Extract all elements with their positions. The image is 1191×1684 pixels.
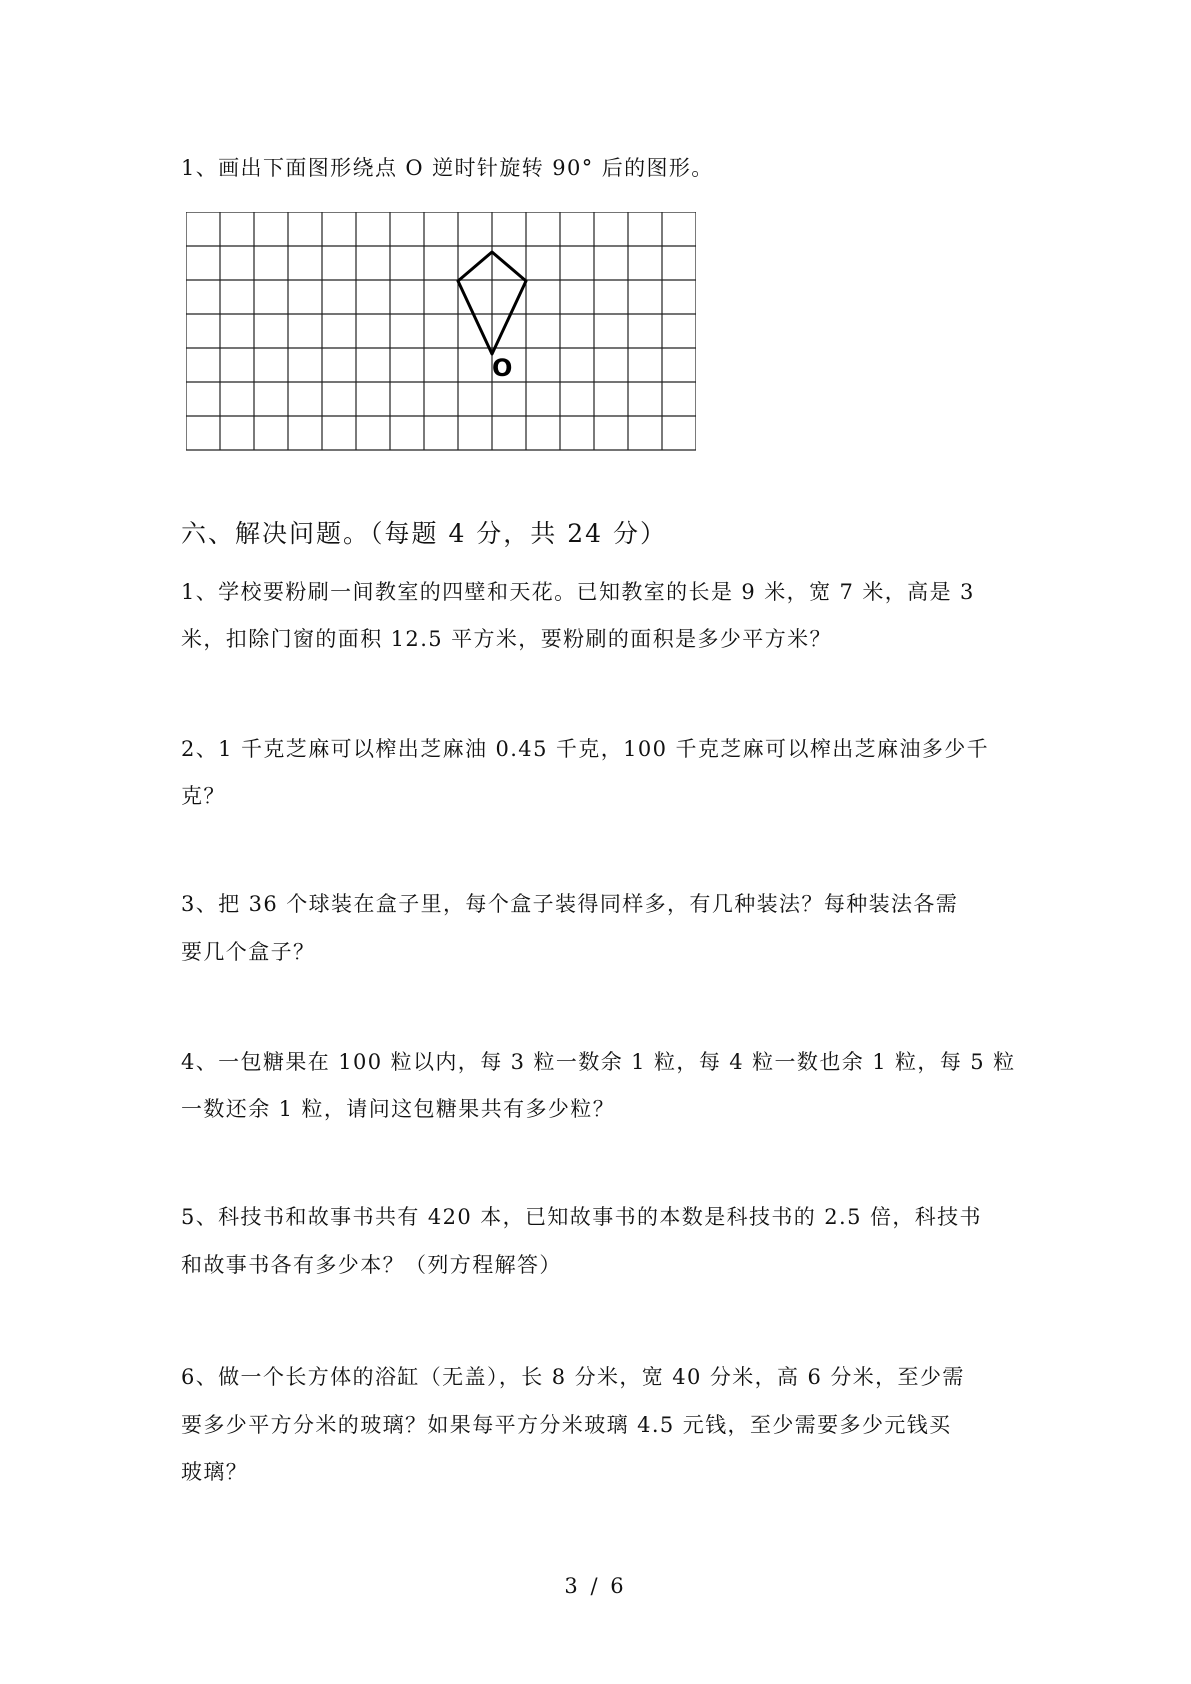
problem-line: 5、科技书和故事书共有 420 本，已知故事书的本数是科技书的 2.5 倍，科技书 <box>181 1205 982 1229</box>
problem-line: 要几个盒子？ <box>181 940 316 964</box>
problem-line: 克？ <box>181 784 226 808</box>
problem-line: 1、学校要粉刷一间教室的四壁和天花。已知教室的长是 9 米，宽 7 米，高是 3 <box>181 580 975 604</box>
rotation-question: 1、画出下面图形绕点 O 逆时针旋转 90° 后的图形。 <box>181 156 714 180</box>
section-six-heading: 六、解决问题。（每题 4 分，共 24 分） <box>181 519 668 548</box>
problem-line: 玻璃？ <box>181 1460 249 1484</box>
problem-line: 一数还余 1 粒，请问这包糖果共有多少粒？ <box>181 1097 616 1121</box>
problem-line: 要多少平方分米的玻璃？如果每平方分米玻璃 4.5 元钱，至少需要多少元钱买 <box>181 1413 952 1437</box>
problem-line: 2、1 千克芝麻可以榨出芝麻油 0.45 千克，100 千克芝麻可以榨出芝麻油多少千 <box>181 737 990 761</box>
problem-line: 米，扣除门窗的面积 12.5 平方米，要粉刷的面积是多少平方米？ <box>181 627 832 651</box>
point-o-label: O <box>492 354 513 382</box>
problem-line: 和故事书各有多少本？（列方程解答） <box>181 1253 562 1277</box>
rotation-grid <box>186 212 696 452</box>
page-number: 3 / 6 <box>564 1574 627 1598</box>
problem-line: 6、做一个长方体的浴缸（无盖），长 8 分米，宽 40 分米，高 6 分米，至少需 <box>181 1365 965 1389</box>
problem-line: 3、把 36 个球装在盒子里，每个盒子装得同样多，有几种装法？每种装法各需 <box>181 892 959 916</box>
problem-line: 4、一包糖果在 100 粒以内，每 3 粒一数余 1 粒，每 4 粒一数也余 1 粒，每 5 粒 <box>181 1050 1016 1074</box>
